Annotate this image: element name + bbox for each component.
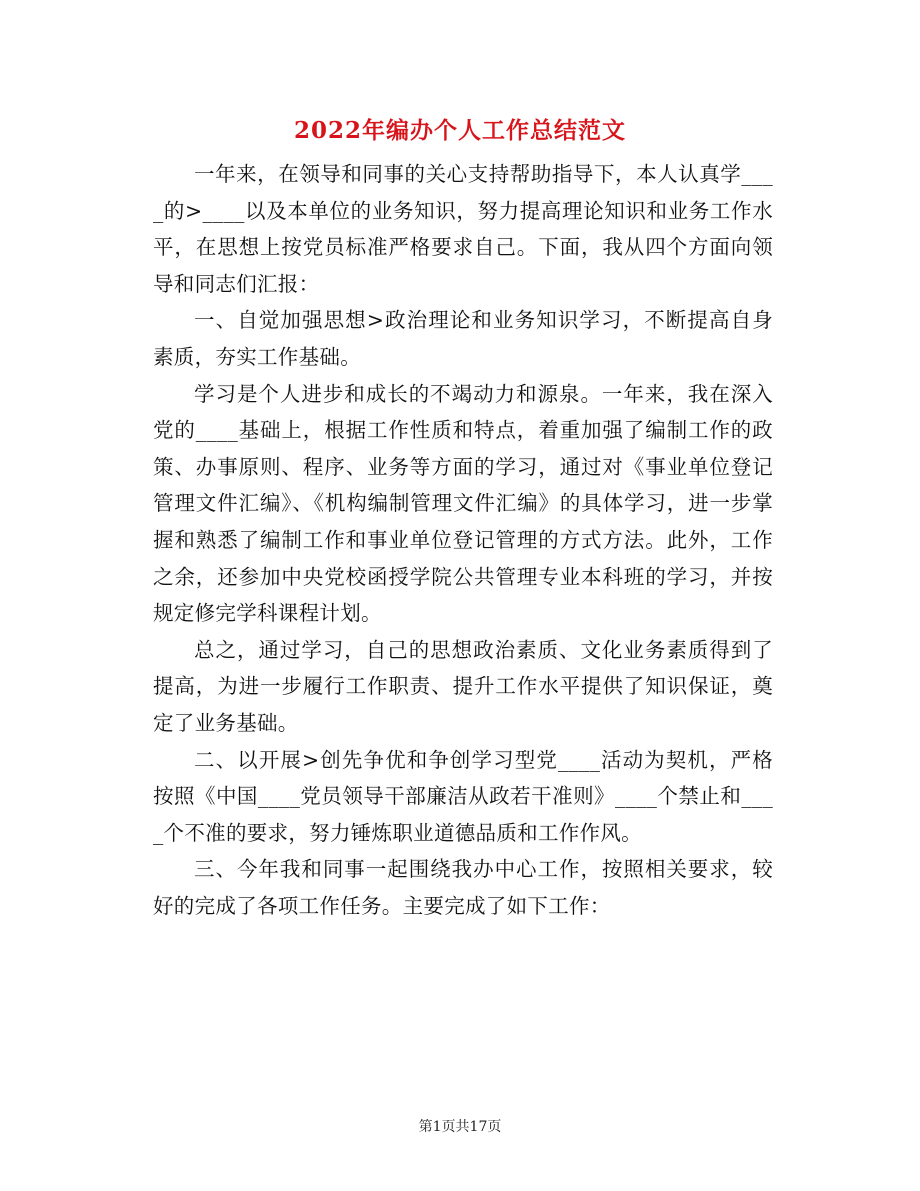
paragraph-section-1-heading: 一、自觉加强思想>政治理论和业务知识学习，不断提高自身素质，夯实工作基础。 — [153, 308, 773, 369]
page-number-footer: 第1页共17页 — [418, 1119, 502, 1135]
paragraph-study: 学习是个人进步和成长的不竭动力和源泉。一年来，我在深入党的____基础上，根据工作性质和特点，着重加强了编制工作的政策、办事原则、程序、业务等方面的学习，通过对《事业单位登记管理文件汇编》、《机构编制管理文件汇编》的具体学习，进一步掌握和熟悉了编制工作和事业单位登记管理的方式方法。此外，工作之余，还参加中央党校函授学院公共管理专业本科班的学习，并按规定修完学科课程计划。 — [153, 381, 773, 626]
paragraph-summary: 总之，通过学习，自己的思想政治素质、文化业务素质得到了提高，为进一步履行工作职责、提升工作水平提供了知识保证，奠定了业务基础。 — [153, 637, 773, 735]
paragraph-section-2-heading: 二、以开展>创先争优和争创学习型党____活动为契机，严格按照《中国____党员领导干部廉洁从政若干准则》____个禁止和____个不准的要求，努力锤炼职业道德品质和工作作风。 — [153, 747, 773, 845]
paragraph-intro: 一年来，在领导和同事的关心支持帮助指导下，本人认真学____的>____以及本单位的业务知识，努力提高理论知识和业务工作水平，在思想上按党员标准严格要求自己。下面，我从四个方面向领导和同志们汇报： — [153, 162, 773, 296]
document-title: 2022年编办个人工作总结范文 — [293, 117, 626, 144]
paragraph-section-3-heading: 三、今年我和同事一起围绕我办中心工作，按照相关要求，较好的完成了各项工作任务。主要完成了如下工作： — [153, 857, 773, 918]
document-body — [153, 156, 773, 924]
